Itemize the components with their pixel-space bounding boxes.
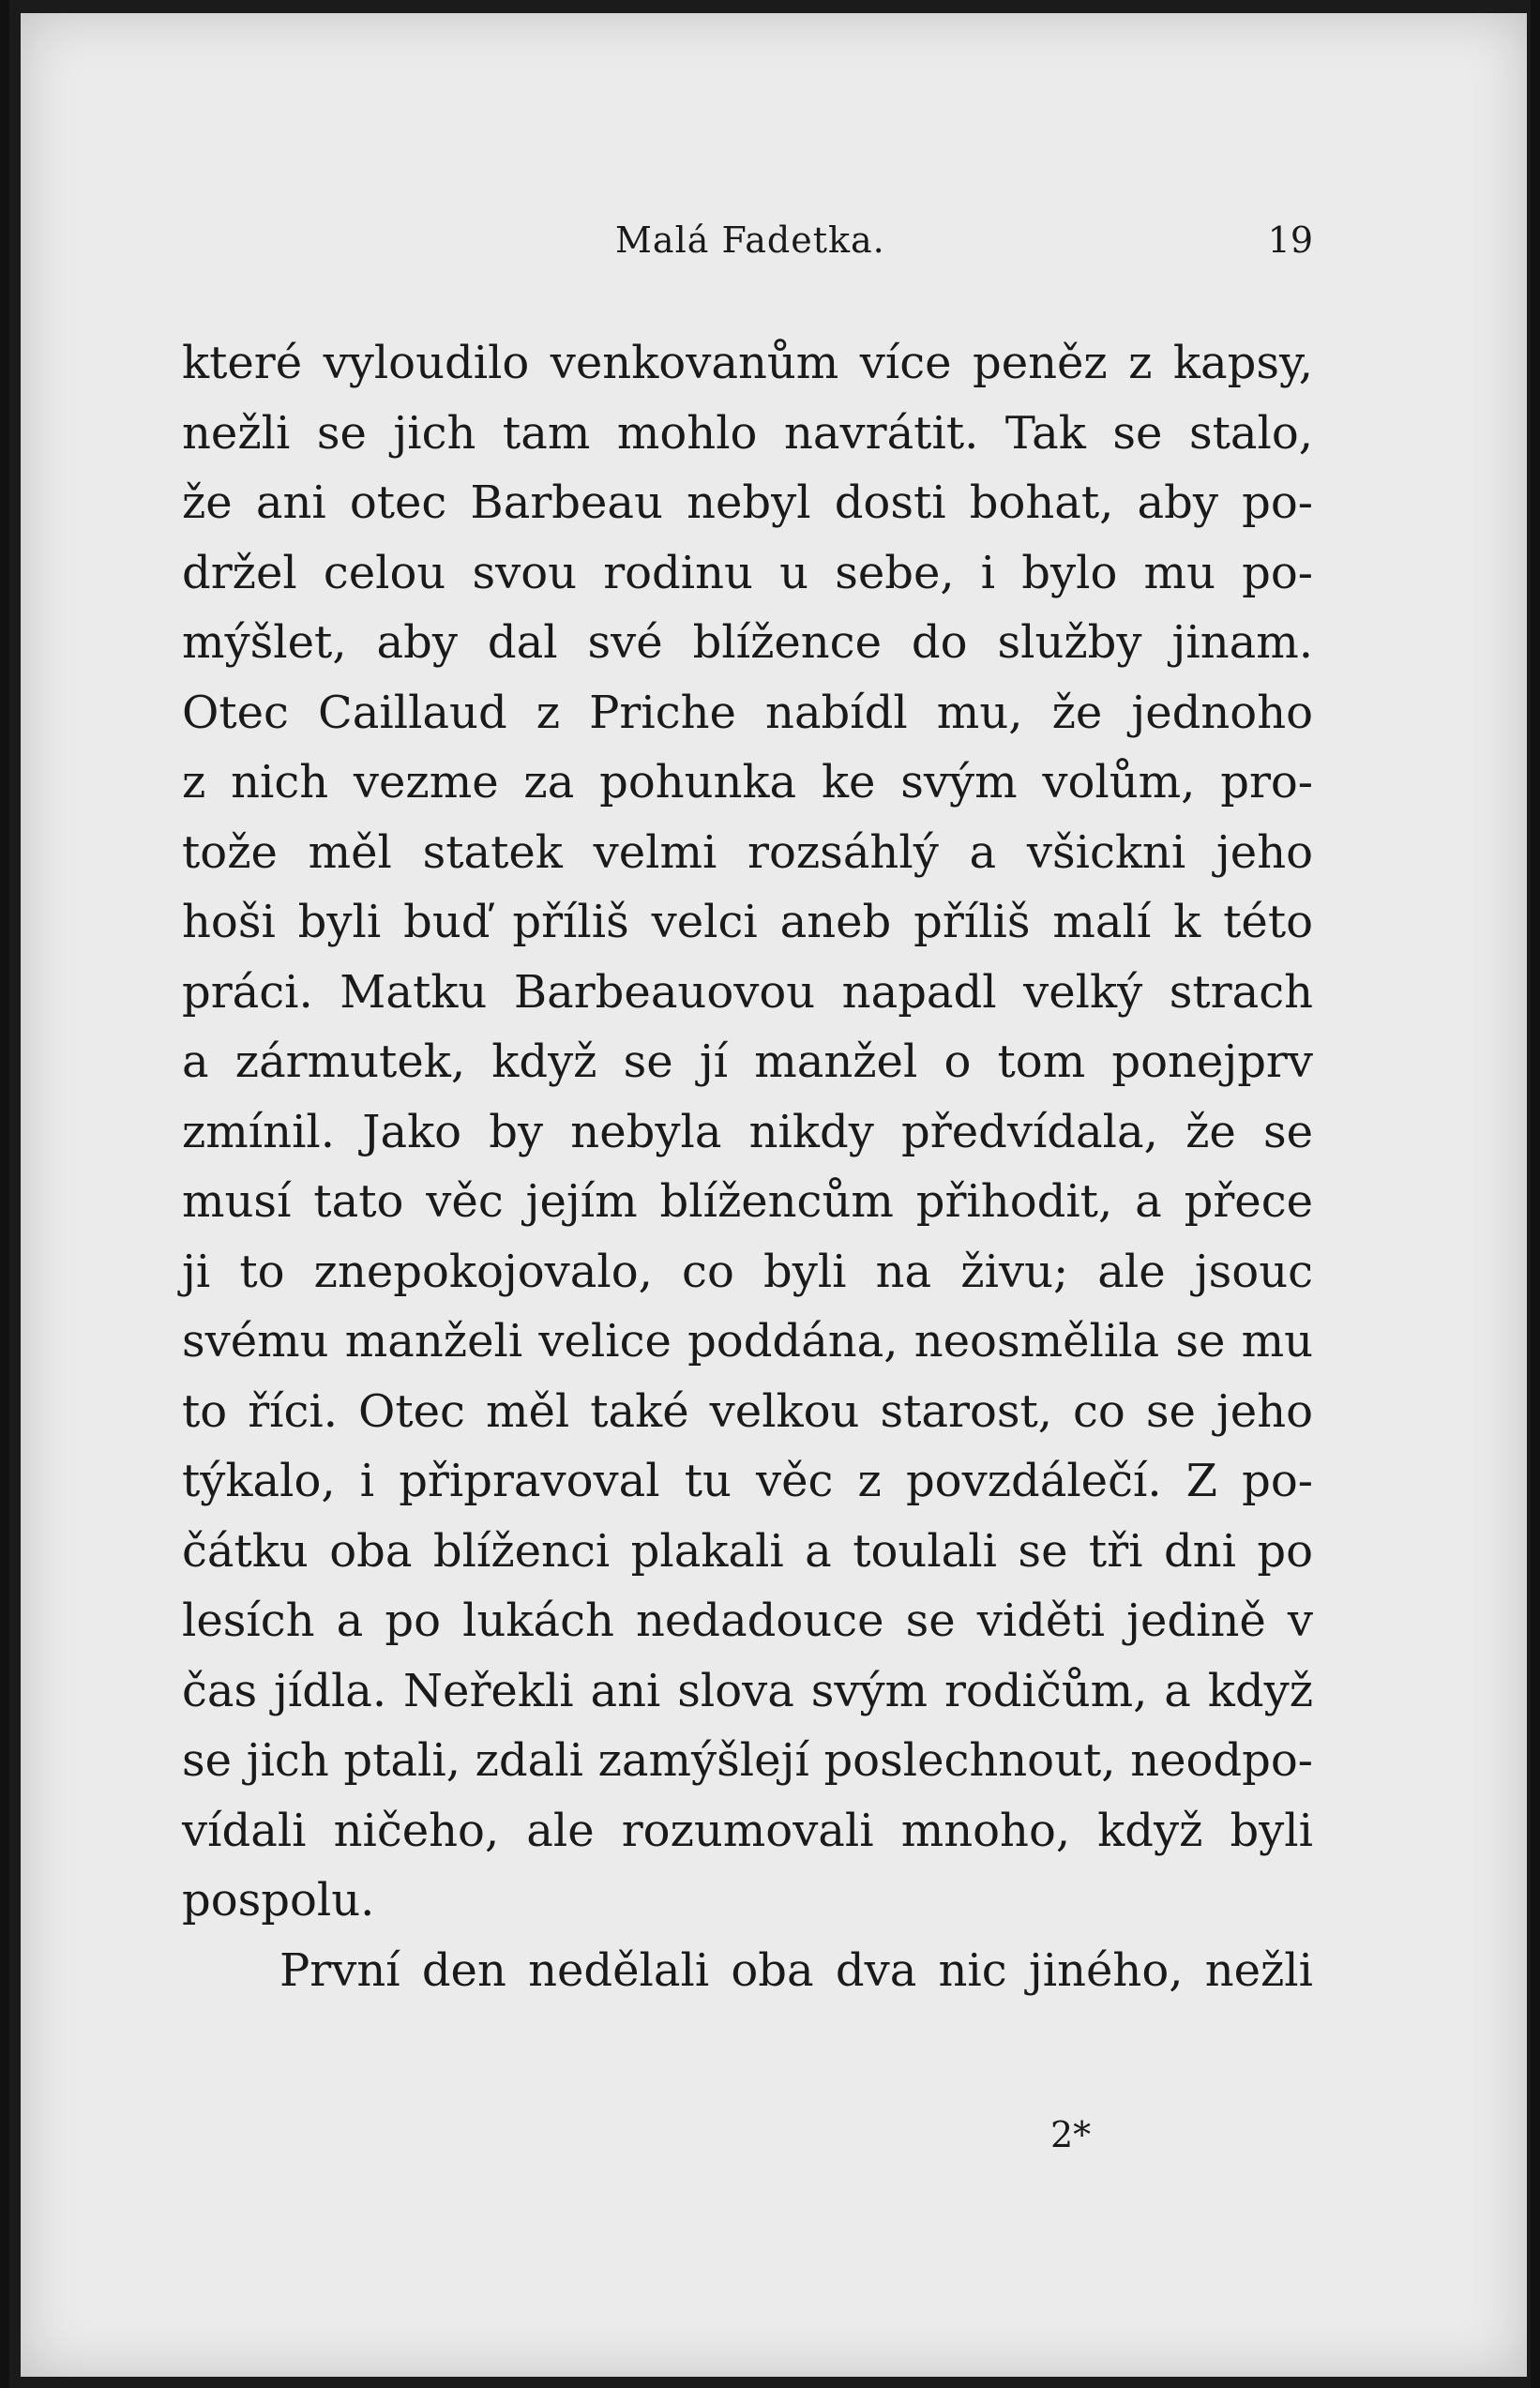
text-line: týkalo, i připravoval tu věc z povzdálečí. Z po-	[182, 1455, 1313, 1507]
text-line: mýšlet, aby dal své blížence do služby jinam.	[182, 616, 1313, 669]
text-line: se jich ptali, zdali zamýšlejí poslechnout, neodpo-	[182, 1734, 1313, 1787]
text-line: z nich vezme za pohunka ke svým volům, pro-	[182, 756, 1313, 809]
text-line: které vyloudilo venkovanům více peněz z kapsy,	[182, 337, 1313, 389]
scan-edge-left	[0, 0, 9, 2388]
text-line: čátku oba blíženci plakali a toulali se tři dni po	[182, 1524, 1313, 1578]
text-line: že ani otec Barbeau nebyl dosti bohat, aby po-	[182, 476, 1313, 529]
text-line: a zármutek, když se jí manžel o tom ponejprv	[182, 1035, 1313, 1088]
text-line: čas jídla. Neřekli ani slova svým rodičům, a když	[182, 1664, 1313, 1717]
text-line: tože měl statek velmi rozsáhlý a všickni jeho	[182, 825, 1313, 879]
text-line: lesích a po lukách nedadouce se viděti jedině v	[182, 1595, 1313, 1647]
text-line: hoši byli buď příliš velci aneb příliš malí k této	[182, 896, 1313, 948]
text-line: to říci. Otec měl také velkou starost, co se jeho	[182, 1384, 1313, 1438]
text-line: práci. Matku Barbeauovou napadl velký strach	[182, 965, 1313, 1019]
scan-edge-right	[1531, 0, 1540, 2388]
page-number: 19	[1267, 219, 1313, 261]
text-line: musí tato věc jejím blížencům přihodit, a přece	[182, 1175, 1313, 1228]
page-header	[182, 219, 1313, 276]
text-line: držel celou svou rodinu u sebe, i bylo mu po-	[182, 546, 1313, 599]
text-line: nežli se jich tam mohlo navrátit. Tak se stalo,	[182, 406, 1313, 460]
paragraph-start-line: První den nedělali oba dva nic jiného, nežli	[279, 1943, 1313, 1997]
text-line: ji to znepokojovalo, co byli na živu; ale jsouc	[182, 1245, 1313, 1298]
text-line: Otec Caillaud z Priche nabídl mu, že jednoho	[182, 686, 1313, 739]
book-page	[21, 13, 1527, 2377]
running-title: Malá Fadetka.	[615, 219, 885, 261]
text-line: svému manželi velice poddána, neosmělila se mu	[182, 1315, 1313, 1368]
body-text	[182, 328, 1313, 2005]
text-line: vídali ničeho, ale rozumovali mnoho, když byli	[182, 1804, 1313, 1857]
text-line: zmínil. Jako by nebyla nikdy předvídala, že se	[182, 1105, 1313, 1158]
paragraph-end-line: pospolu.	[182, 1874, 375, 1927]
signature-mark: 2*	[1050, 2114, 1092, 2155]
